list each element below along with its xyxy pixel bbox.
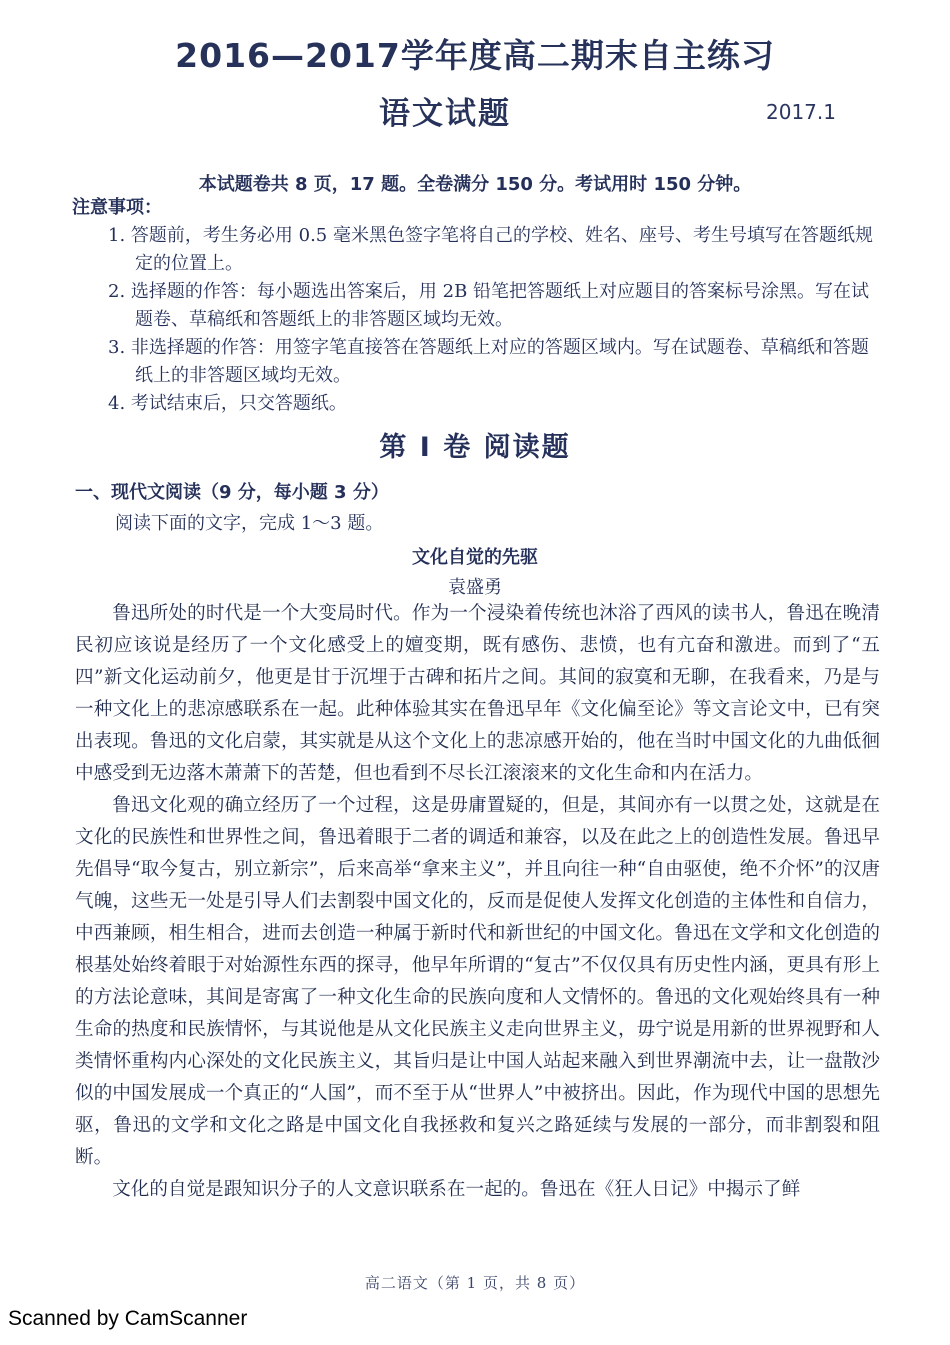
scanner-watermark: Scanned by CamScanner	[8, 1307, 248, 1330]
notice-item: 2. 选择题的作答：每小题选出答案后，用 2B 铅笔把答题纸上对应题目的答案标号涂黑。写在试题卷、草稿纸和答题纸上的非答题区域均无效。	[108, 281, 870, 330]
notice-item: 1. 答题前，考生务必用 0.5 毫米黑色签字笔将自己的学校、姓名、座号、考生号填写在答题纸规定的位置上。	[108, 225, 873, 274]
subject-title: 语文试题	[379, 96, 511, 132]
article-body	[75, 598, 880, 1206]
article-paragraph: 鲁迅所处的时代是一个大变局时代。作为一个浸染着传统也沐浴了西风的读书人，鲁迅在晚清民初应该说是经历了一个文化感受上的嬗变期，既有感伤、悲愤，也有亢奋和激进。而到了“五四”新文化运动前夕，他更是甘于沉埋于古碑和拓片之间。其间的寂寞和无聊，在我看来，乃是与一种文化上的悲凉感联系在一起。此种体验其实在鲁迅早年《文化偏至论》等文言论文中，已有突出表现。鲁迅的文化启蒙，其实就是从这个文化上的悲凉感开始的，他在当时中国文化的九曲低徊中感受到无边落木萧萧下的苦楚，但也看到不尽长江滚滚来的文化生命和内在活力。	[75, 603, 880, 784]
article-paragraph: 文化的自觉是跟知识分子的人文意识联系在一起的。鲁迅在《狂人日记》中揭示了鲜	[112, 1179, 801, 1200]
notice-item: 3. 非选择题的作答：用签字笔直接答在答题纸上对应的答题区域内。写在试题卷、草稿纸和答题纸上的非答题区域均无效。	[108, 337, 869, 386]
article-title: 文化自觉的先驱	[412, 547, 538, 568]
article-author: 袁盛勇	[448, 577, 502, 598]
part-title: 第 I 卷 阅读题	[379, 432, 571, 463]
notice-item: 4. 考试结束后，只交答题纸。	[108, 393, 347, 414]
article-paragraph: 鲁迅文化观的确立经历了一个过程，这是毋庸置疑的，但是，其间亦有一以贯之处，这就是在文化的民族性和世界性之间，鲁迅着眼于二者的调适和兼容，以及在此之上的创造性发展。鲁迅早先倡导“取今复古，别立新宗”，后来高举“拿来主义”，并且向往一种“自由驱使，绝不介怀”的汉唐气魄，这些无一处是引导人们去割裂中国文化的，反而是促使人发挥文化创造的主体性和自信力，中西兼顾，相生相合，进而去创造一种属于新时代和新世纪的中国文化。鲁迅在文学和文化创造的根基处始终着眼于对始源性东西的探寻，他早年所谓的“复古”不仅仅具有历史性内涵，更具有形上的方法论意味，其间是寄寓了一种文化生命的民族向度和人文情怀的。鲁迅的文化观始终具有一种生命的热度和民族情怀，与其说他是从文化民族主义走向世界主义，毋宁说是用新的世界视野和人类情怀重构内心深处的文化民族主义，其旨归是让中国人站起来融入到世界潮流中去，让一盘散沙似的中国发展成一个真正的“人国”，而不至于从“世界人”中被挤出。因此，作为现代中国的思想先驱，鲁迅的文学和文化之路是中国文化自我拯救和复兴之路延续与发展的一部分，而非割裂和阻断。	[75, 795, 880, 1168]
exam-date: 2017.1	[766, 100, 836, 124]
section-title: 一、现代文阅读（9 分，每小题 3 分）	[75, 482, 389, 503]
notice-list	[108, 222, 883, 418]
notice-heading: 注意事项：	[72, 197, 162, 218]
exam-intro: 本试题卷共 8 页，17 题。全卷满分 150 分。考试用时 150 分钟。	[198, 174, 752, 195]
exam-title: 2016—2017学年度高二期末自主练习	[175, 36, 775, 75]
section-instruction: 阅读下面的文字，完成 1～3 题。	[115, 513, 384, 534]
page-footer: 高二语文（第 1 页，共 8 页）	[364, 1274, 586, 1292]
